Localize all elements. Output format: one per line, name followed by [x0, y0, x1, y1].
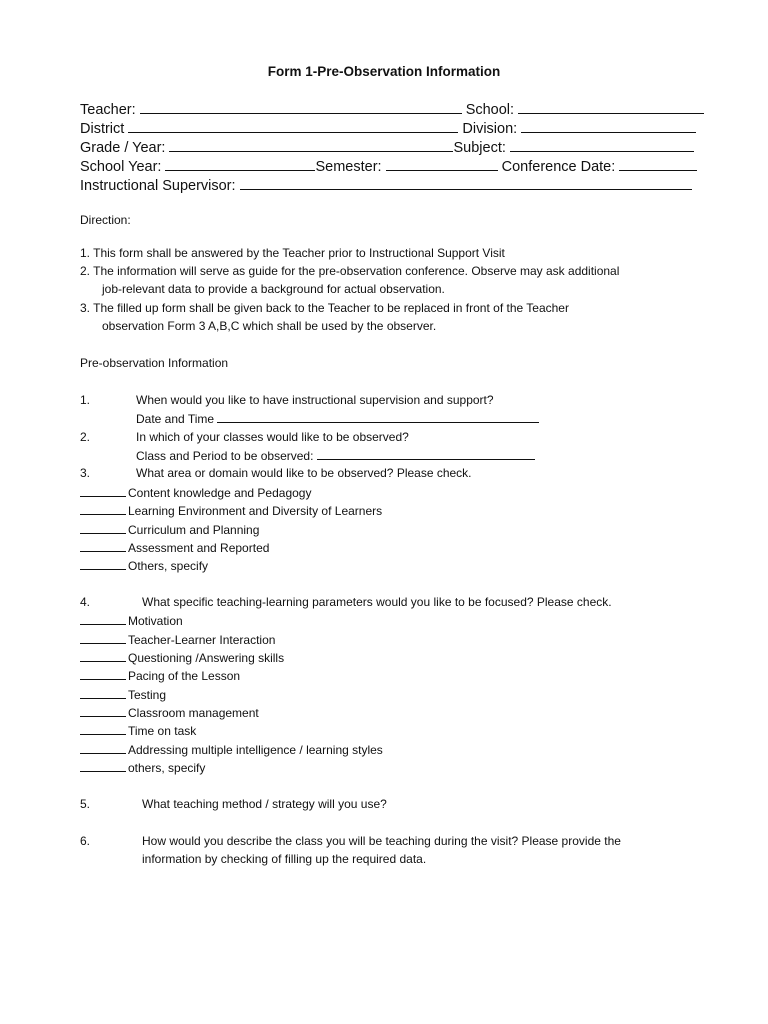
check-option[interactable] [80, 520, 259, 539]
district-field[interactable] [128, 119, 458, 133]
district-label: District [80, 121, 125, 137]
check-line[interactable] [80, 703, 126, 717]
check-line[interactable] [80, 666, 126, 680]
question-text: What teaching method / strategy will you use? [142, 797, 387, 811]
question-number: 3. [80, 466, 91, 480]
question-number: 2. [80, 430, 91, 444]
subject-label: Subject: [453, 140, 506, 156]
option-label: Others, specify [128, 559, 209, 573]
option-label: Learning Environment and Diversity of Learners [128, 504, 383, 518]
direction-item: 1. This form shall be answered by the Teacher prior to Instructional Support Visit [80, 246, 505, 260]
check-option[interactable] [80, 758, 205, 777]
direction-item: job-relevant data to provide a background for actual observation. [102, 282, 445, 296]
school-year-field[interactable] [165, 157, 315, 171]
direction-item: 2. The information will serve as guide for the pre-observation conference. Observe may ask additional [80, 264, 620, 278]
check-line[interactable] [80, 556, 126, 570]
question-number: 5. [80, 797, 91, 811]
class-period-row [136, 446, 535, 465]
question-text: When would you like to have instructional supervision and support? [136, 393, 494, 407]
pre-observation-heading: Pre-observation Information [80, 356, 229, 370]
check-line[interactable] [80, 538, 126, 552]
class-period-label: Class and Period to be observed: [136, 449, 314, 463]
grade-subject-row [80, 138, 720, 158]
question-text: What area or domain would like to be observed? Please check. [136, 466, 472, 480]
option-label: others, specify [128, 761, 206, 775]
date-time-field[interactable] [217, 409, 539, 423]
instructional-supervisor-label: Instructional Supervisor: [80, 178, 236, 194]
teacher-school-row [80, 100, 720, 120]
check-option[interactable] [80, 685, 166, 704]
subject-field[interactable] [510, 138, 694, 152]
check-line[interactable] [80, 758, 126, 772]
option-label: Curriculum and Planning [128, 523, 260, 537]
question-text: What specific teaching-learning parameters would you like to be focused? Please check. [142, 595, 612, 609]
check-option[interactable] [80, 501, 382, 520]
question-text: How would you describe the class you will be teaching during the visit? Please provide the [142, 834, 621, 848]
grade-year-field[interactable] [169, 138, 453, 152]
check-line[interactable] [80, 648, 126, 662]
check-line[interactable] [80, 630, 126, 644]
question-number: 1. [80, 393, 91, 407]
check-option[interactable] [80, 630, 275, 649]
option-label: Pacing of the Lesson [128, 669, 241, 683]
check-option[interactable] [80, 721, 196, 740]
check-option[interactable] [80, 740, 383, 759]
option-label: Assessment and Reported [128, 541, 270, 555]
check-line[interactable] [80, 483, 126, 497]
check-line[interactable] [80, 721, 126, 735]
grade-year-label: Grade / Year: [80, 140, 166, 156]
check-option[interactable] [80, 611, 183, 630]
check-line[interactable] [80, 501, 126, 515]
question-text: In which of your classes would like to be observed? [136, 430, 409, 444]
option-label: Content knowledge and Pedagogy [128, 486, 312, 500]
teacher-field[interactable] [140, 100, 462, 114]
check-option[interactable] [80, 538, 269, 557]
division-field[interactable] [521, 119, 696, 133]
schoolyear-semester-row [80, 157, 720, 177]
school-year-label: School Year: [80, 159, 162, 175]
conference-date-field[interactable] [619, 157, 697, 171]
conference-date-label: Conference Date: [501, 159, 616, 175]
date-time-row [136, 409, 539, 428]
class-period-field[interactable] [317, 446, 535, 460]
supervisor-row [80, 176, 720, 196]
check-line[interactable] [80, 685, 126, 699]
division-label: Division: [462, 121, 518, 137]
option-label: Testing [128, 688, 167, 702]
check-option[interactable] [80, 483, 311, 502]
option-label: Time on task [128, 724, 197, 738]
instructional-supervisor-field[interactable] [240, 176, 692, 190]
question-number: 4. [80, 595, 91, 609]
school-field[interactable] [518, 100, 704, 114]
option-label: Questioning /Answering skills [128, 651, 285, 665]
check-option[interactable] [80, 556, 208, 575]
teacher-label: Teacher: [80, 102, 136, 118]
check-option[interactable] [80, 666, 240, 685]
option-label: Teacher-Learner Interaction [128, 633, 276, 647]
direction-item: 3. The filled up form shall be given back to the Teacher to be replaced in front of the Teacher [80, 301, 569, 315]
check-line[interactable] [80, 740, 126, 754]
semester-label: Semester: [315, 159, 382, 175]
check-line[interactable] [80, 520, 126, 534]
semester-field[interactable] [386, 157, 498, 171]
check-option[interactable] [80, 648, 284, 667]
question-text: information by checking of filling up the required data. [142, 852, 427, 866]
option-label: Addressing multiple intelligence / learning styles [128, 743, 383, 757]
question-number: 6. [80, 834, 91, 848]
direction-heading: Direction: [80, 213, 131, 227]
check-line[interactable] [80, 611, 126, 625]
date-time-label: Date and Time [136, 412, 215, 426]
option-label: Classroom management [128, 706, 259, 720]
check-option[interactable] [80, 703, 259, 722]
direction-item: observation Form 3 A,B,C which shall be used by the observer. [102, 319, 437, 333]
district-division-row [80, 119, 720, 139]
school-label: School: [465, 102, 515, 118]
form-title: Form 1-Pre-Observation Information [267, 64, 501, 79]
option-label: Motivation [128, 614, 183, 628]
